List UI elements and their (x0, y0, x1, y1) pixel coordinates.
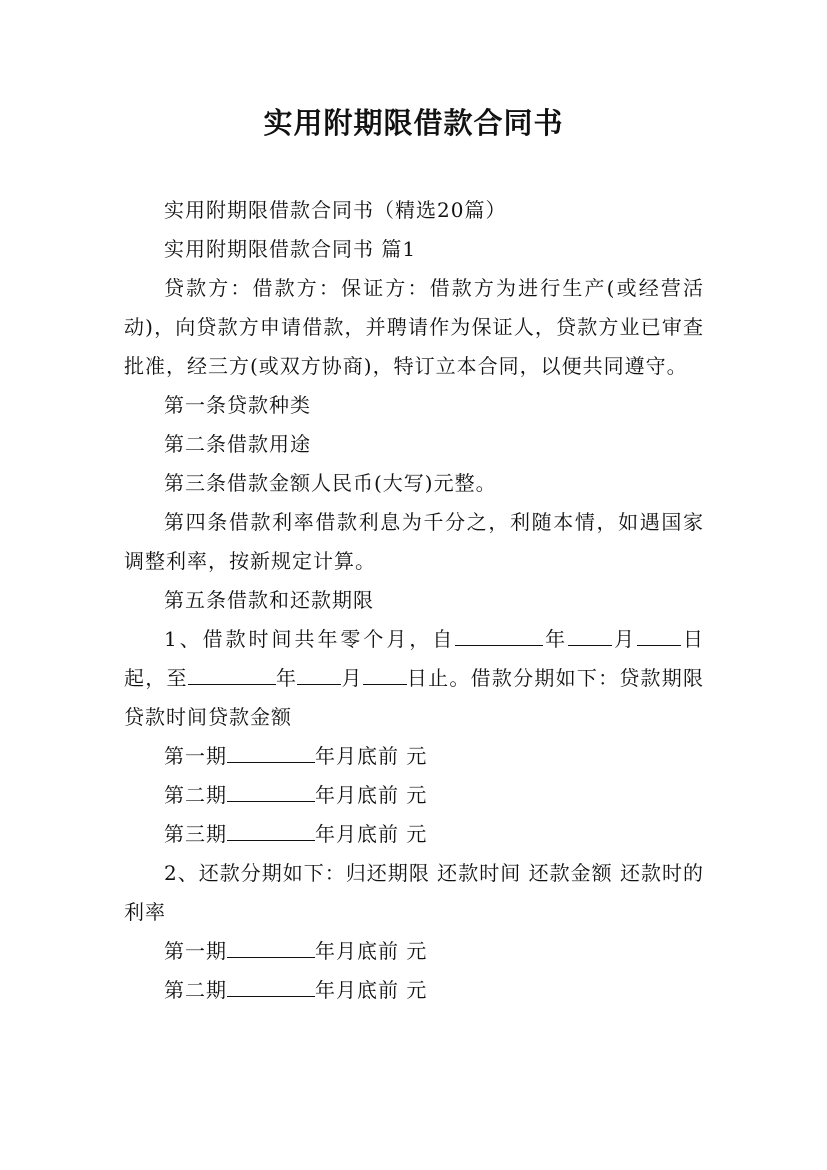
installment-suffix: 年月底前 元 (315, 744, 428, 768)
paragraph-clause-2: 2、还款分期如下：归还期限 还款时间 还款金额 还款时的利率 (124, 861, 704, 924)
installment-line (124, 776, 704, 815)
paragraph-clause-1 (124, 620, 704, 737)
installment-line (124, 737, 704, 776)
paragraph-article-2: 第二条借款用途 (164, 432, 311, 456)
document-body (124, 191, 704, 1010)
installment-label: 第三期 (164, 822, 227, 846)
blank-line (637, 627, 681, 646)
installment-suffix: 年月底前 元 (315, 978, 428, 1002)
installment-label: 第二期 (164, 978, 227, 1002)
paragraph-article-1: 第一条贷款种类 (164, 393, 311, 417)
clause-1-tail: 日止。借款分期如下：贷款期限 贷款时间贷款金额 (124, 666, 705, 729)
blank-line (455, 627, 543, 646)
installment-label: 第一期 (164, 939, 227, 963)
paragraph-article-3: 第三条借款金额人民币(大写)元整。 (164, 471, 497, 495)
blank-line (297, 666, 341, 685)
paragraph-article-5: 第五条借款和还款期限 (164, 588, 374, 612)
clause-1-month-2: 月 (341, 666, 363, 690)
clause-1-year-2: 年 (275, 666, 298, 690)
blank-line (227, 783, 315, 802)
installment-line (124, 932, 704, 971)
installment-line (124, 815, 704, 854)
installment-suffix: 年月底前 元 (315, 783, 428, 807)
blank-line (227, 744, 315, 763)
clause-1-text: 1、借款时间共年零个月，自 (164, 627, 456, 651)
clause-1-day-to: 日起，至 (124, 627, 705, 690)
installment-label: 第一期 (164, 744, 227, 768)
document-title: 实用附期限借款合同书 (263, 106, 564, 140)
blank-line (227, 978, 315, 997)
blank-line (227, 822, 315, 841)
clause-1-year: 年 (543, 627, 569, 651)
installment-label: 第二期 (164, 783, 227, 807)
blank-line (568, 627, 612, 646)
paragraph-subtitle: 实用附期限借款合同书（精选20篇） (164, 198, 507, 222)
blank-line (188, 666, 276, 685)
installment-suffix: 年月底前 元 (315, 822, 428, 846)
blank-line (227, 939, 315, 958)
blank-line (363, 666, 407, 685)
installment-line (124, 971, 704, 1010)
paragraph-article-4: 第四条借款利率借款利息为千分之，利随本情，如遇国家调整利率，按新规定计算。 (124, 510, 704, 573)
paragraph-section-heading: 实用附期限借款合同书 篇1 (164, 237, 417, 261)
installment-suffix: 年月底前 元 (315, 939, 428, 963)
paragraph-preamble: 贷款方：借款方：保证方：借款方为进行生产(或经营活动)，向贷款方申请借款，并聘请作为保证人，贷款方业已审查批准，经三方(或双方协商)，特订立本合同，以便共同遵守。 (124, 276, 704, 378)
clause-1-month: 月 (612, 627, 638, 651)
